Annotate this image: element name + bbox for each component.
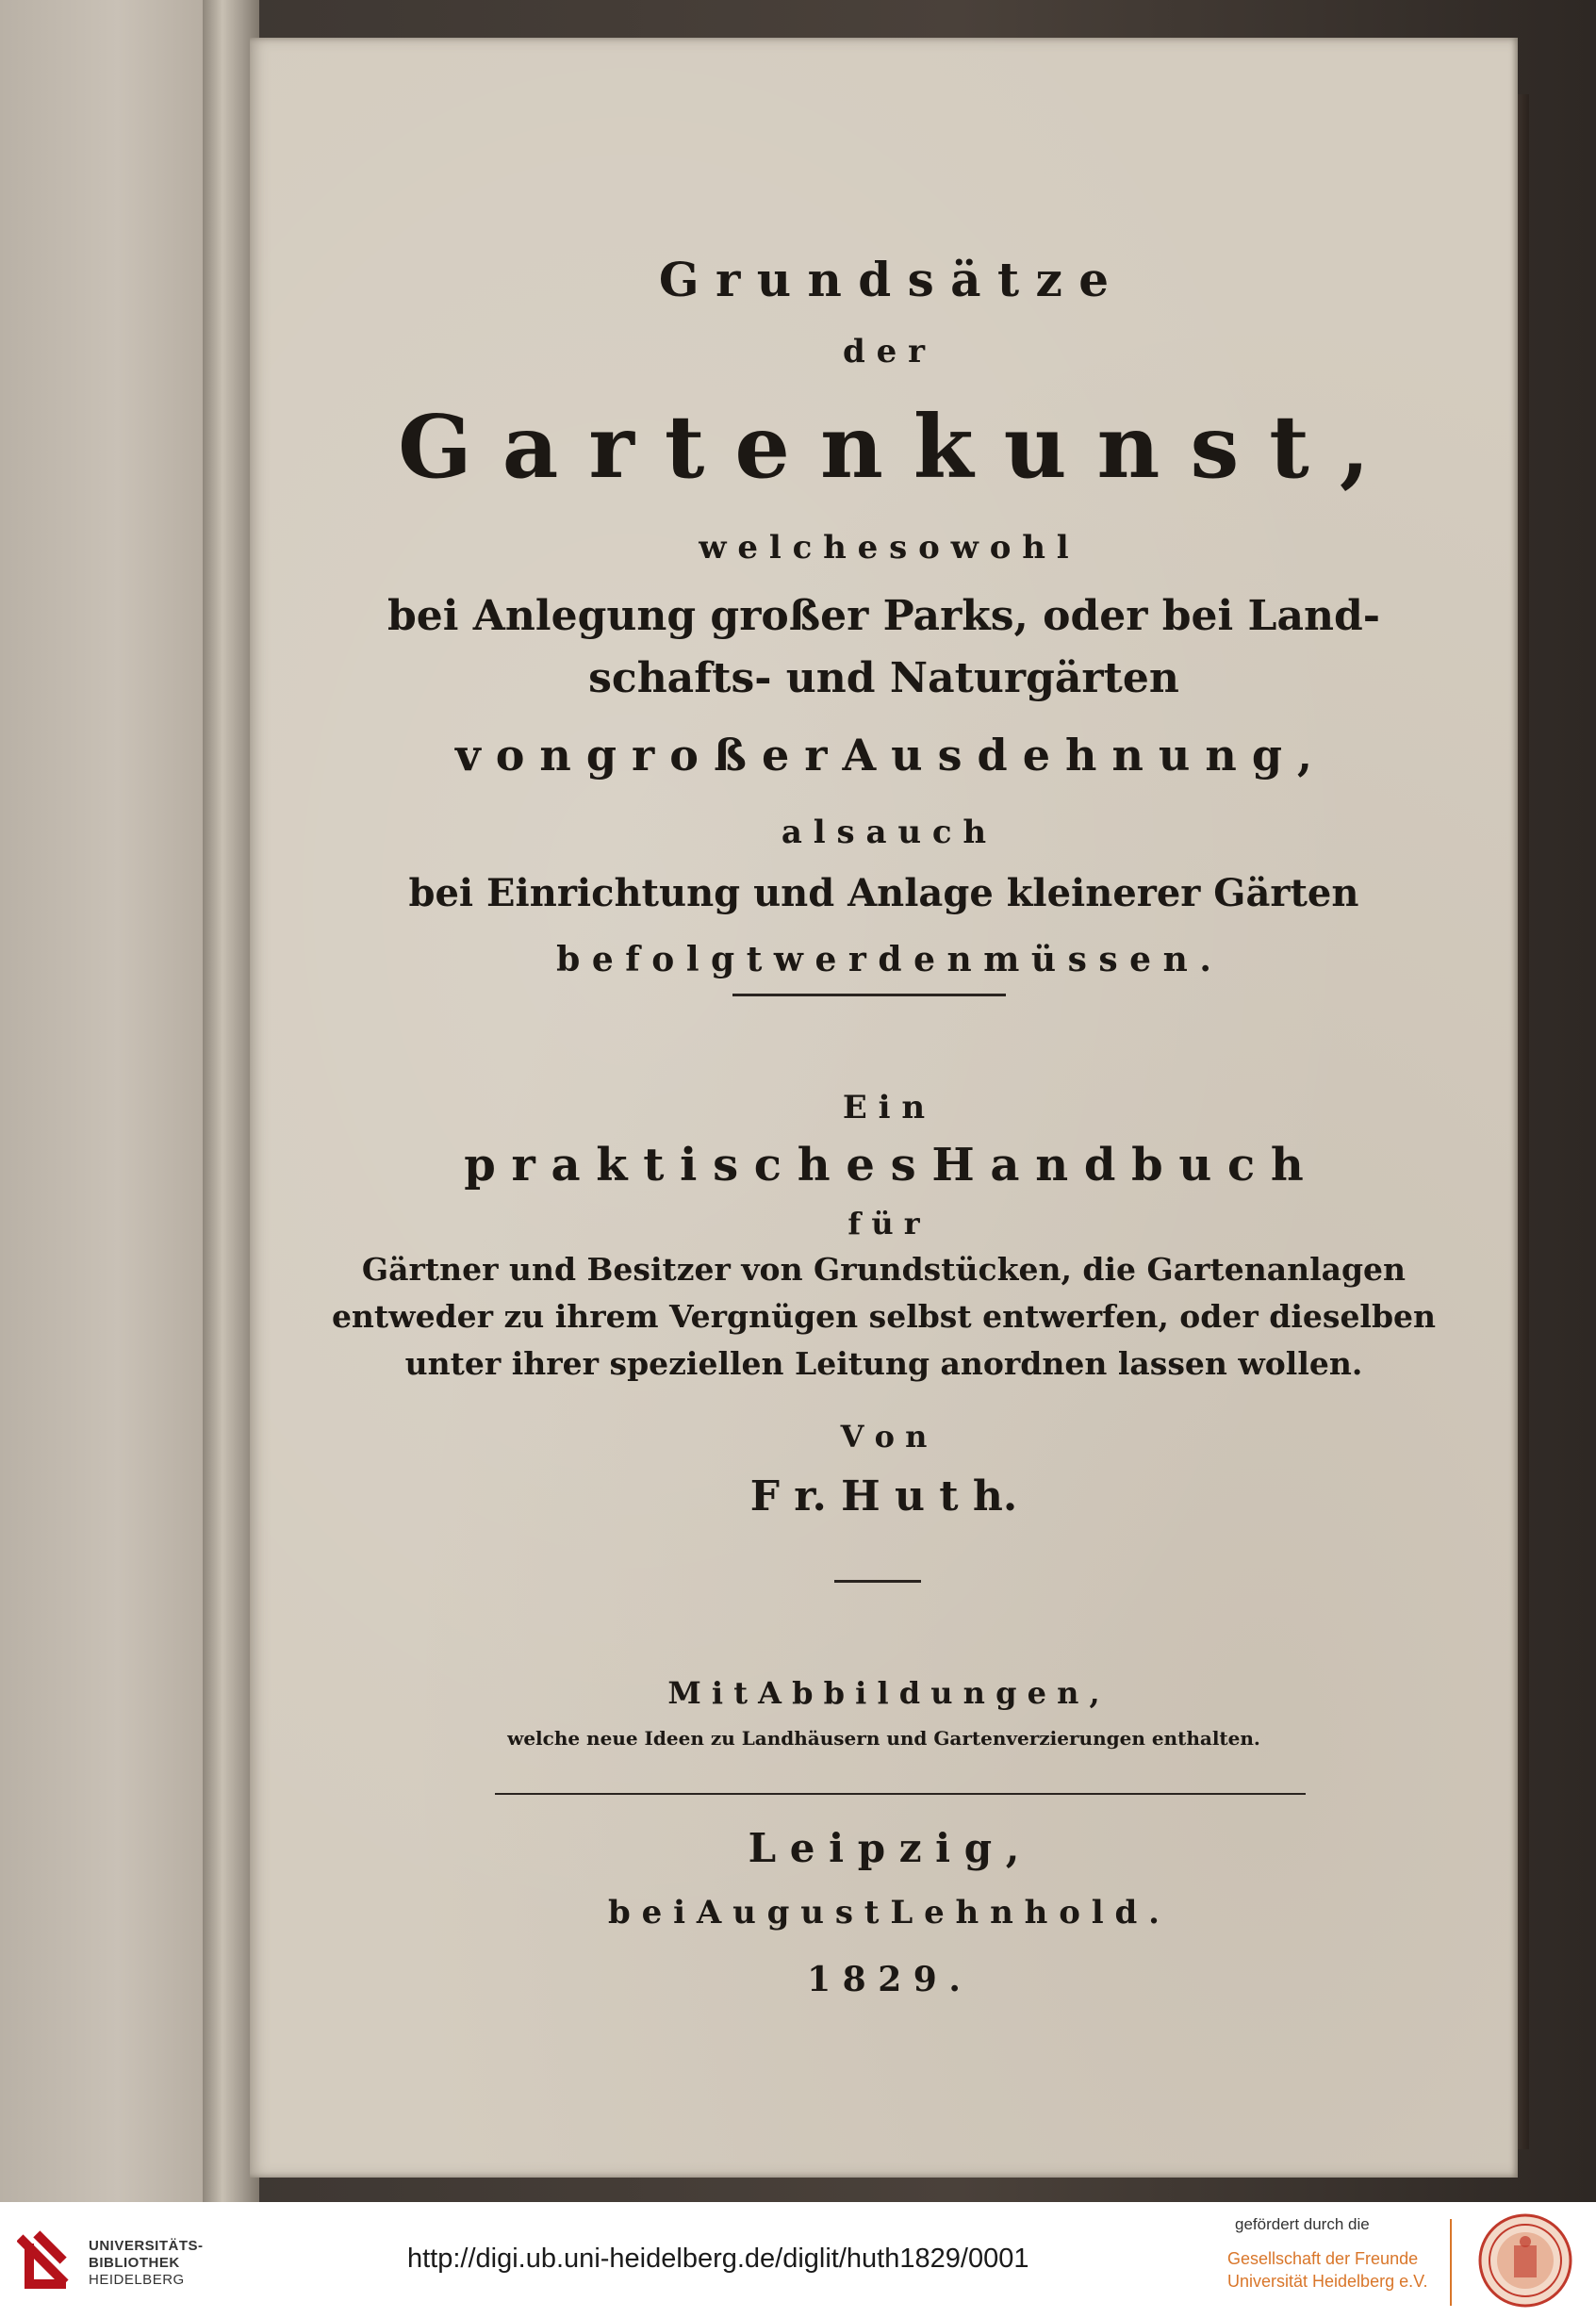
university-seal-icon (1478, 2213, 1572, 2308)
title-grundsaetze: G r u n d s ä t z e (658, 252, 1110, 307)
subtitle-ein: E i n (842, 1089, 926, 1126)
subtitle-einrichtung: bei Einrichtung und Anlage kleinerer Gärten (408, 871, 1359, 915)
rule-2 (834, 1580, 921, 1583)
imprint-year: 1 8 2 9 . (807, 1960, 961, 1999)
subtitle-unter: unter ihrer speziellen Leitung anordnen lassen wollen. (404, 1345, 1363, 1382)
subtitle-von: V o n (840, 1419, 928, 1455)
subtitle-landhaeuser: welche neue Ideen zu Landhäusern und Gartenverzierungen enthalten. (507, 1727, 1260, 1750)
subtitle-anlegung: bei Anlegung großer Parks, oder bei Land- (387, 592, 1381, 640)
ub-logo-icon (17, 2225, 75, 2296)
subtitle-welche-sowohl: w e l c h e s o w o h l (699, 529, 1069, 567)
subtitle-naturgaerten: schafts- und Naturgärten (588, 654, 1179, 702)
title-der: d e r (843, 333, 925, 370)
subtitle-handbuch: p r a k t i s c h e s H a n d b u c h (464, 1139, 1304, 1192)
sponsor-name-line2: Universität Heidelberg e.V. (1227, 2272, 1428, 2291)
imprint-publisher: b e i A u g u s t L e h n h o l d . (608, 1894, 1160, 1932)
title-gartenkunst: G a r t e n k u n s t , (398, 396, 1370, 498)
permalink-url[interactable]: http://digi.ub.uni-heidelberg.de/diglit/huth1829/0001 (407, 2244, 1029, 2274)
library-name-line2: BIBLIOTHEK (89, 2255, 180, 2271)
sponsor-divider (1450, 2219, 1452, 2306)
rule-3 (495, 1793, 1306, 1795)
subtitle-entweder: entweder zu ihrem Vergnügen selbst entwerfen, oder dieselben (331, 1298, 1437, 1335)
library-name-line3: HEIDELBERG (89, 2272, 185, 2288)
imprint-leipzig: L e i p z i g , (748, 1825, 1020, 1871)
rule-1 (732, 994, 1006, 996)
subtitle-gaertner: Gärtner und Besitzer von Grundstücken, die Gartenanlagen (361, 1251, 1407, 1288)
title-page (250, 38, 1518, 2178)
subtitle-fuer: f ü r (847, 1206, 920, 1241)
subtitle-ausdehnung: v o n g r o ß e r A u s d e h n u n g , (454, 730, 1313, 781)
footer-bar (0, 2202, 1596, 2318)
sponsor-name-line1: Gesellschaft der Freunde (1227, 2249, 1419, 2268)
subtitle-befolgt: b e f o l g t w e r d e n m ü s s e n . (556, 940, 1211, 979)
left-page-edge (0, 0, 236, 2202)
sponsor-label: gefördert durch die (1235, 2215, 1370, 2233)
author-name: F r. H u t h. (749, 1472, 1018, 1521)
library-name-line1: UNIVERSITÄTS- (89, 2238, 204, 2254)
subtitle-abbildungen: M i t A b b i l d u n g e n , (667, 1675, 1100, 1711)
subtitle-als-auch: a l s a u c h (781, 814, 987, 851)
